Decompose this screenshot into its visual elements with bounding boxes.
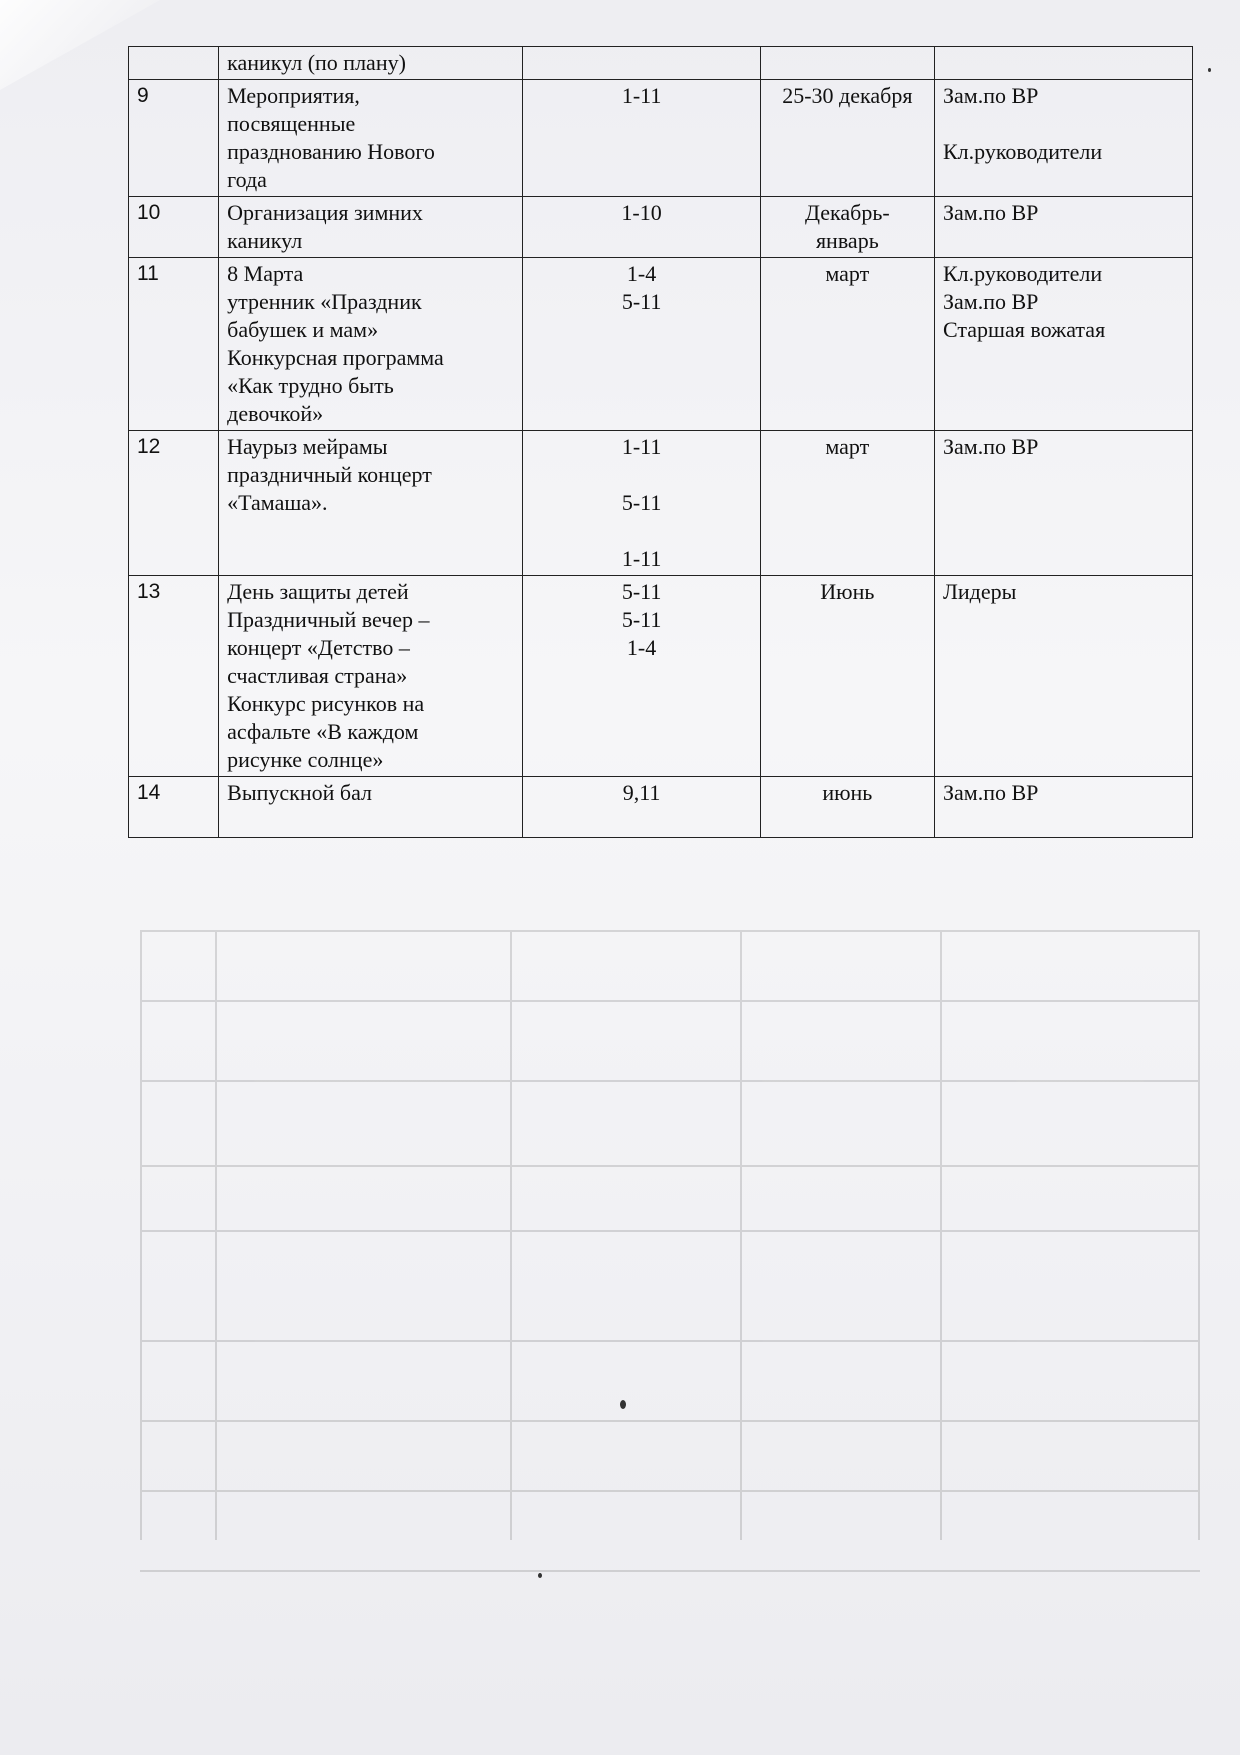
cell-line: «Как трудно быть — [227, 373, 394, 398]
cell-line: Зам.по ВР — [942, 434, 1039, 459]
table-row — [129, 431, 1193, 576]
cell-line: каникул (по плану) — [227, 50, 406, 75]
event-cell — [219, 258, 523, 431]
table-row — [129, 197, 1193, 258]
cell-line: Зам.по ВР — [942, 780, 1039, 805]
cell-line: 1-11 — [621, 434, 662, 459]
classes-cell — [523, 576, 760, 777]
row-number-cell: 11 — [129, 258, 219, 431]
responsible-cell — [934, 777, 1192, 838]
event-cell — [219, 80, 523, 197]
cell-line: 5-11 — [621, 607, 662, 632]
speck — [538, 1573, 542, 1578]
classes-cell — [523, 258, 760, 431]
responsible-cell — [934, 47, 1192, 80]
cell-line: Конкурс рисунков на — [227, 691, 425, 716]
table-row — [129, 80, 1193, 197]
event-cell — [219, 47, 523, 80]
cell-line — [227, 807, 514, 835]
cell-line: Декабрь- — [804, 200, 890, 225]
event-cell — [219, 576, 523, 777]
cell-line — [531, 461, 751, 489]
cell-line: девочкой» — [227, 401, 324, 426]
responsible-cell — [934, 258, 1192, 431]
cell-line: рисунке солнце» — [227, 747, 384, 772]
date-cell — [760, 777, 934, 838]
date-cell — [760, 576, 934, 777]
cell-line: 5-11 — [621, 289, 662, 314]
cell-line: март — [825, 434, 870, 459]
responsible-cell — [934, 431, 1192, 576]
cell-line: 8 Марта — [227, 261, 304, 286]
table-row — [129, 258, 1193, 431]
speck — [1208, 68, 1211, 72]
row-number-cell — [129, 47, 219, 80]
responsible-cell — [934, 80, 1192, 197]
classes-cell — [523, 197, 760, 258]
cell-line: 9,11 — [622, 780, 661, 805]
responsible-cell — [934, 576, 1192, 777]
cell-line: Зам.по ВР — [942, 200, 1039, 225]
cell-line: Июнь — [820, 579, 875, 604]
cell-line: Мероприятия, — [227, 83, 360, 108]
cell-line: 1-4 — [626, 635, 657, 660]
cell-line: март — [825, 261, 870, 286]
cell-line — [943, 110, 1184, 138]
cell-line: Организация зимних — [227, 200, 423, 225]
cell-line: Лидеры — [942, 579, 1017, 604]
date-cell — [760, 431, 934, 576]
table-row — [129, 777, 1193, 838]
cell-line: Конкурсная программа — [227, 345, 444, 370]
cell-line: года — [227, 167, 267, 192]
classes-cell — [523, 431, 760, 576]
cell-line: январь — [815, 228, 879, 253]
cell-line: концерт «Детство – — [227, 635, 410, 660]
cell-line: Наурыз мейрамы — [227, 434, 388, 459]
date-cell — [760, 197, 934, 258]
cell-line: праздничный концерт — [227, 462, 432, 487]
cell-line: 1-10 — [621, 200, 662, 225]
row-number-cell: 14 — [129, 777, 219, 838]
cell-line: 5-11 — [621, 579, 662, 604]
cell-line: 25-30 декабря — [782, 83, 913, 108]
cell-line: Выпускной бал — [227, 780, 372, 805]
classes-cell — [523, 47, 760, 80]
cell-line: День защиты детей — [227, 579, 409, 604]
cell-line: 1-11 — [621, 83, 662, 108]
cell-line: посвященные — [227, 111, 356, 136]
cell-line: 1-4 — [626, 261, 657, 286]
cell-line: бабушек и мам» — [227, 317, 379, 342]
date-cell — [760, 47, 934, 80]
classes-cell — [523, 80, 760, 197]
cell-line: 5-11 — [621, 490, 662, 515]
cell-line: «Тамаша». — [227, 490, 328, 515]
cell-line: Праздничный вечер – — [227, 607, 430, 632]
cell-line: каникул — [227, 228, 303, 253]
cell-line: счастливая страна» — [227, 663, 408, 688]
date-cell — [760, 258, 934, 431]
table-row — [129, 47, 1193, 80]
cell-line: Зам.по ВР — [942, 83, 1039, 108]
responsible-cell — [934, 197, 1192, 258]
event-cell — [219, 197, 523, 258]
cell-line — [531, 517, 751, 545]
cell-line: празднованию Нового — [227, 139, 435, 164]
classes-cell — [523, 777, 760, 838]
cell-line: Кл.руководители — [942, 139, 1103, 164]
event-cell — [219, 777, 523, 838]
row-number-cell: 9 — [129, 80, 219, 197]
cell-line: утренник «Праздник — [227, 289, 422, 314]
cell-line: Зам.по ВР — [942, 289, 1039, 314]
cell-line: 1-11 — [621, 546, 662, 571]
date-cell — [760, 80, 934, 197]
row-number-cell: 12 — [129, 431, 219, 576]
cell-line: асфальте «В каждом — [227, 719, 419, 744]
event-cell — [219, 431, 523, 576]
row-number-cell: 10 — [129, 197, 219, 258]
events-plan-table — [128, 46, 1193, 838]
cell-line: Кл.руководители — [942, 261, 1103, 286]
row-number-cell: 13 — [129, 576, 219, 777]
table-row — [129, 576, 1193, 777]
speck — [620, 1400, 626, 1409]
cell-line: июнь — [822, 780, 873, 805]
cell-line: Старшая вожатая — [942, 317, 1106, 342]
